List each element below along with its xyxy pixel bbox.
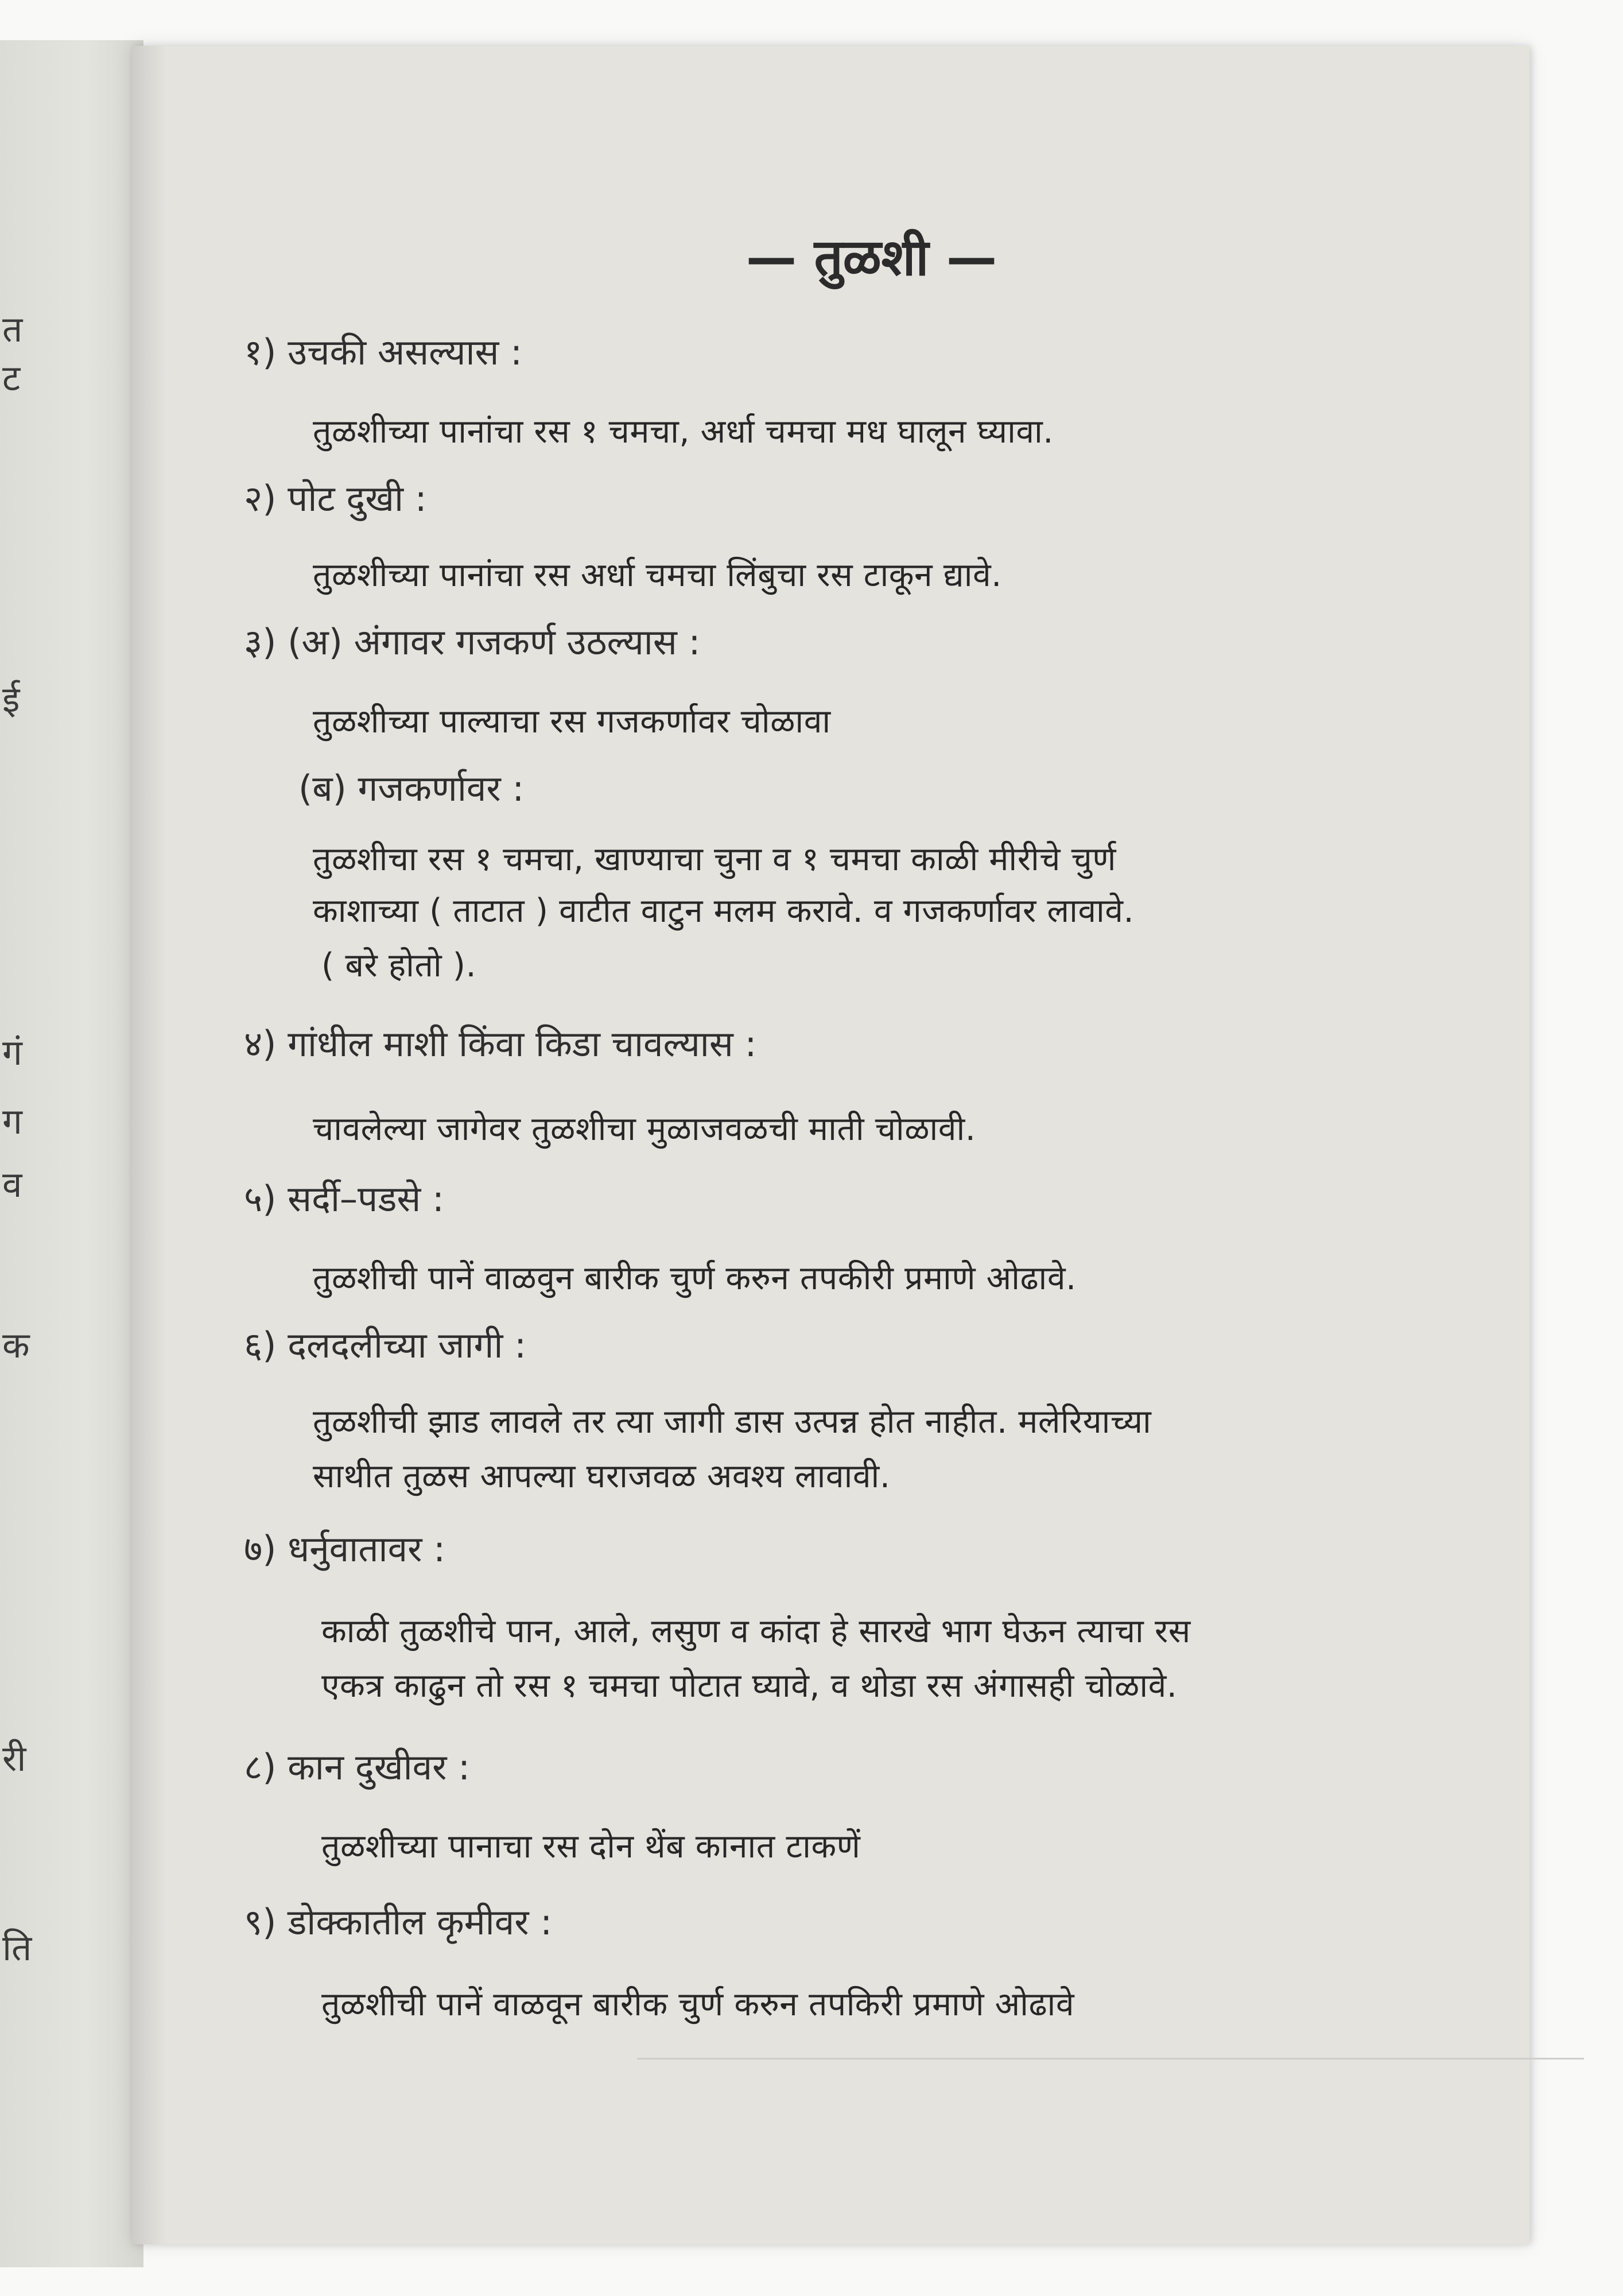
section-heading-8: ८) कान दुखीवर : (244, 1746, 471, 1788)
bottom-rule (637, 2058, 1584, 2060)
section-3b-line-2: काशाच्या ( ताटात ) वाटीत वाटुन मलम करावे. व गजकर्णावर लावावे. (313, 892, 1135, 930)
left-page-fragment: री (2, 1737, 26, 1779)
section-5-line-1: तुळशीची पानें वाळवुन बारीक चुर्ण करुन तपकीरी प्रमाणे ओढावे. (313, 1259, 1077, 1297)
section-1-line-1: तुळशीच्या पानांचा रस १ चमचा, अर्धा चमचा मध घालून घ्यावा. (313, 413, 1054, 451)
section-heading-9: ९) डोक्कातील कृमीवर : (244, 1901, 553, 1943)
section-heading-5: ५) सर्दी–पडसे : (244, 1178, 444, 1220)
section-heading-3b: (ब) गजकर्णावर : (298, 767, 525, 809)
left-page-fragment: ई (2, 678, 20, 720)
left-page-fragment: त (2, 308, 23, 350)
section-6-line-1: तुळशीची झाड लावले तर त्या जागी डास उत्पन्न होत नाहीत. मलेरियाच्या (313, 1403, 1152, 1441)
left-page-fragment: क (2, 1324, 30, 1366)
section-7-line-1: काळी तुळशीचे पान, आले, लसुण व कांदा हे सारखे भाग घेऊन त्याचा रस (321, 1612, 1191, 1650)
section-6-line-2: साथीत तुळस आपल्या घराजवळ अवश्य लावावी. (313, 1457, 891, 1495)
page-title: — तुळशी — (746, 228, 997, 287)
section-3-line-1: तुळशीच्या पाल्याचा रस गजकर्णावर चोळावा (313, 703, 831, 740)
section-heading-2: २) पोट दुखी : (244, 478, 427, 519)
page-fold-shadow (132, 46, 166, 2244)
section-3b-line-3: ( बरे होतो ). (321, 947, 477, 984)
section-4-line-1: चावलेल्या जागेवर तुळशीचा मुळाजवळची माती चोळावी. (313, 1110, 976, 1148)
left-page-fragment: गं (2, 1031, 22, 1073)
left-page-edge (0, 40, 143, 2267)
section-9-line-1: तुळशीची पानें वाळवून बारीक चुर्ण करुन तपकिरी प्रमाणे ओढावे (321, 1985, 1075, 2023)
section-8-line-1: तुळशीच्या पानाचा रस दोन थेंब कानात टाकणें (321, 1828, 861, 1865)
section-heading-4: ४) गांधील माशी किंवा किडा चावल्यास : (244, 1023, 757, 1065)
section-heading-6: ६) दलदलीच्या जागी : (244, 1324, 527, 1366)
section-2-line-1: तुळशीच्या पानांचा रस अर्धा चमचा लिंबुचा रस टाकून द्यावे. (313, 556, 1002, 594)
left-page-fragment: व (2, 1163, 22, 1205)
section-heading-3: ३) (अ) अंगावर गजकर्ण उठल्यास : (244, 621, 701, 663)
left-page-fragment: ग (2, 1100, 22, 1142)
left-page-fragment: ति (2, 1927, 32, 1969)
section-7-line-2: एकत्र काढुन तो रस १ चमचा पोटात घ्यावे, व थोडा रस अंगासही चोळावे. (321, 1667, 1178, 1705)
section-heading-7: ७) धर्नुवातावर : (244, 1528, 446, 1570)
left-page-fragment: ट (2, 357, 21, 399)
section-3b-line-1: तुळशीचा रस १ चमचा, खाण्याचा चुना व १ चमचा काळी मीरीचे चुर्ण (313, 840, 1116, 878)
document-page (132, 46, 1529, 2244)
section-heading-1: १) उचकी असल्यास : (244, 331, 523, 373)
